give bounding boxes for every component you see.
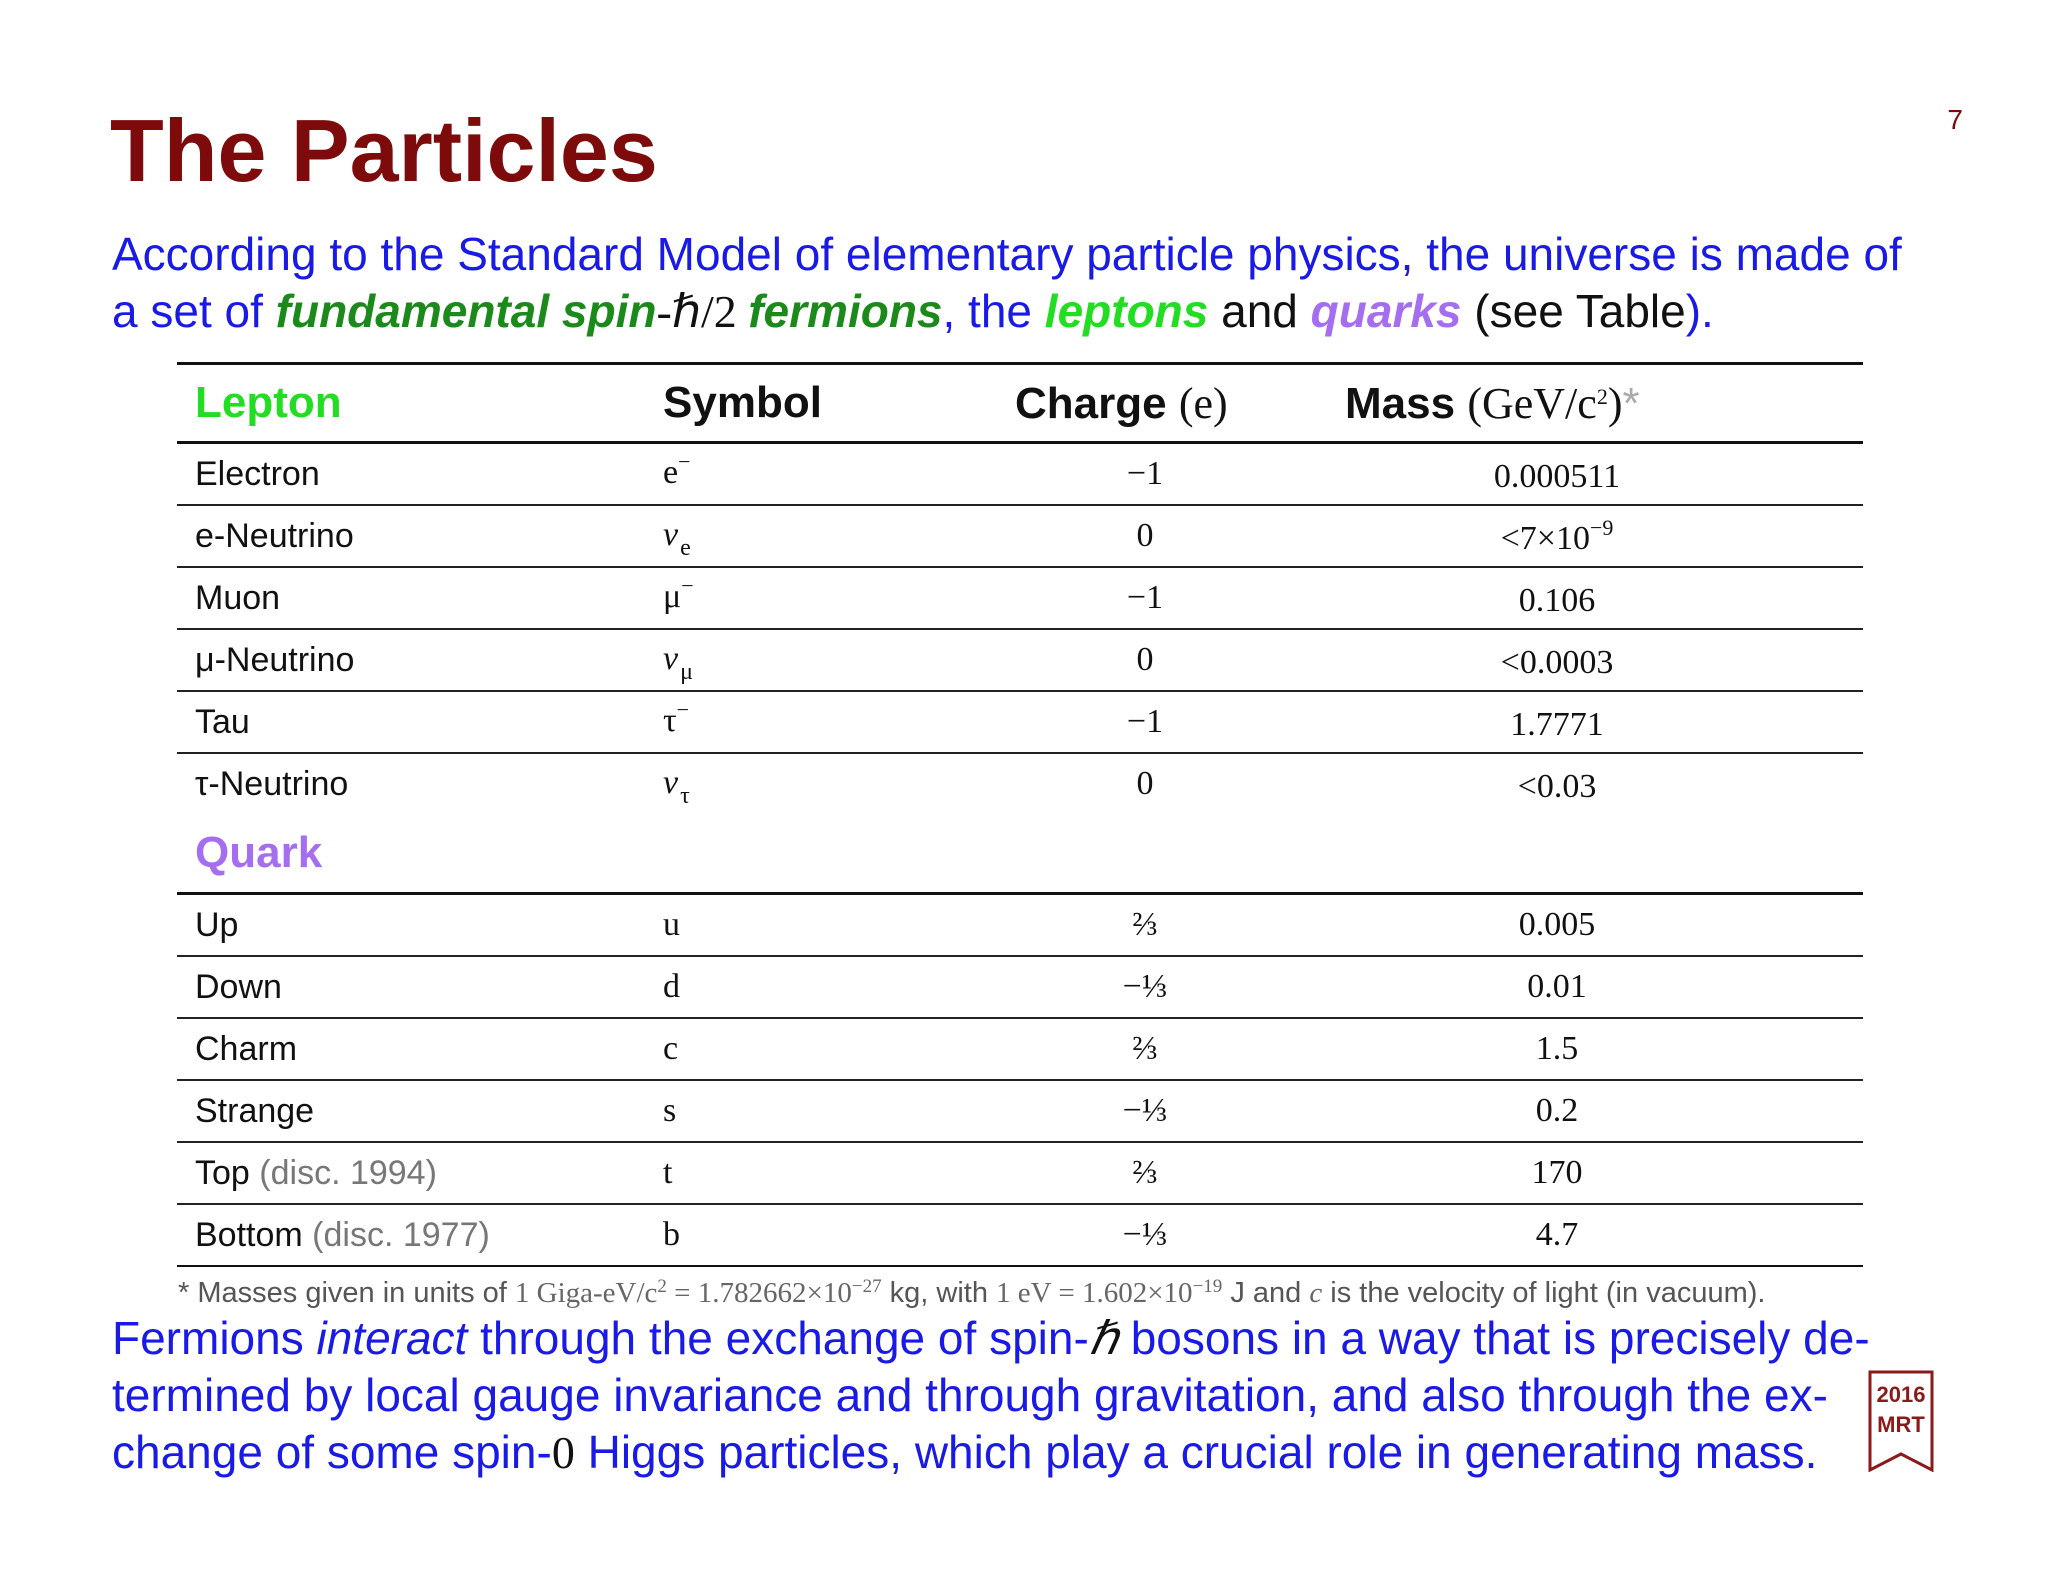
quark-rows	[177, 895, 1863, 1265]
footnote-text: * Masses given in units of	[178, 1277, 515, 1309]
intro-text: a set of	[112, 285, 276, 337]
mass-value-wrap	[1457, 701, 1657, 744]
particle-symbol: t	[663, 1154, 673, 1191]
footnote-unit: 1 Giga-eV/c	[514, 1277, 658, 1309]
particle-mass	[1345, 453, 1861, 496]
charge-value: 0	[1136, 765, 1154, 802]
closing-text: bosons in a way that is precisely de-	[1117, 1312, 1870, 1364]
mass-value-wrap	[1457, 515, 1657, 558]
particle-name: Muon	[195, 578, 281, 617]
particle-charge	[1015, 455, 1345, 493]
mass-value-wrap	[1457, 639, 1657, 682]
discovery-year: (disc. 1994)	[259, 1153, 437, 1192]
mass-value: 1.7771	[1510, 705, 1604, 743]
footnote-value: = 1.782662×10	[666, 1277, 852, 1309]
symbol-base: ν	[663, 515, 679, 553]
mass-value: 4.7	[1535, 1216, 1579, 1253]
table-row	[177, 1205, 1863, 1265]
footnote-text: kg, with	[881, 1277, 997, 1309]
mass-value: <0.0003	[1500, 643, 1614, 681]
quark-name: Top	[195, 1153, 250, 1192]
symbol-sup: −	[676, 696, 690, 722]
mass-value: <0.03	[1517, 767, 1597, 805]
charge-value: −⅓	[1122, 1216, 1168, 1253]
closing-text: through the exchange of spin-	[467, 1312, 1089, 1364]
closing-text: change of some spin-	[112, 1426, 552, 1478]
table-row	[177, 1019, 1863, 1081]
particle-charge	[1015, 906, 1345, 944]
particle-name: τ-Neutrino	[195, 764, 349, 803]
table-row	[177, 754, 1863, 814]
particle-mass	[1345, 763, 1861, 806]
hbar-half: -ℏ/2	[656, 286, 749, 337]
charge-value: −1	[1126, 703, 1164, 740]
mass-value: 0.000511	[1493, 457, 1621, 495]
table-row	[177, 568, 1863, 630]
particle-mass	[1345, 1216, 1861, 1254]
charge-value: −1	[1126, 455, 1164, 492]
particle-charge	[1015, 641, 1345, 679]
particle-charge	[1015, 1092, 1345, 1130]
hbar-symbol: ℏ	[1088, 1313, 1118, 1364]
particle-mass	[1345, 906, 1861, 944]
interact-term: interact	[316, 1312, 468, 1364]
charge-value: −⅓	[1122, 968, 1168, 1005]
particle-name: μ-Neutrino	[195, 640, 355, 679]
charge-header-label: Charge	[1015, 378, 1167, 428]
footnote-sup: 2	[657, 1276, 667, 1297]
particle-charge	[1015, 765, 1345, 803]
charge-value: ⅔	[1132, 906, 1158, 943]
particle-name	[177, 1030, 555, 1069]
mass-header-unit: (GeV/c	[1467, 378, 1597, 428]
particle-mass	[1345, 968, 1861, 1006]
particle-charge	[1015, 703, 1345, 741]
particle-symbol	[555, 635, 1015, 686]
badge-year: 2016	[1876, 1382, 1926, 1407]
particle-charge	[1015, 517, 1345, 555]
symbol-sup: −	[681, 572, 694, 598]
mass-value: 0.01	[1527, 968, 1587, 1005]
footnote-c: c	[1309, 1277, 1323, 1309]
table-header-row	[177, 365, 1863, 444]
particle-symbol	[555, 697, 1015, 748]
lepton-rows	[177, 444, 1863, 814]
symbol-base: e	[663, 453, 679, 491]
fundamental-spin-term: fundamental spin	[275, 285, 657, 337]
page-number: 7	[1947, 104, 1963, 135]
intro-text: , the	[942, 285, 1045, 337]
particle-charge	[1015, 1216, 1345, 1254]
quark-name: Strange	[195, 1091, 315, 1130]
intro-line-1: According to the Standard Model of elementary particle physics, the universe is made of	[112, 228, 1902, 280]
symbol-sub: e	[680, 534, 691, 561]
mass-value-wrap	[1457, 453, 1657, 496]
mass-value: <7×10	[1500, 519, 1590, 557]
particle-symbol: c	[663, 1030, 679, 1067]
fermions-term: fermions	[748, 285, 943, 337]
mass-footnote	[178, 1276, 1765, 1310]
charge-value: 0	[1136, 517, 1154, 554]
particle-mass	[1345, 1092, 1861, 1130]
particle-mass	[1345, 701, 1861, 744]
table-row	[177, 1081, 1863, 1143]
lepton-header: Lepton	[195, 378, 342, 427]
table-row	[177, 957, 1863, 1019]
intro-text: (see Table	[1461, 285, 1686, 337]
charge-value: −⅓	[1122, 1092, 1168, 1129]
particle-name: Electron	[195, 454, 320, 493]
mass-value: 0.2	[1535, 1092, 1579, 1129]
intro-paragraph	[112, 226, 1952, 340]
footnote-sup: −27	[851, 1276, 882, 1297]
quark-header: Quark	[195, 828, 323, 877]
table-row	[177, 1143, 1863, 1205]
symbol-header: Symbol	[663, 378, 822, 427]
footnote-sup: −19	[1192, 1276, 1223, 1297]
intro-text: ).	[1685, 285, 1714, 337]
symbol-base: ν	[663, 763, 679, 801]
symbol-base: τ	[663, 701, 677, 739]
particle-name	[177, 1092, 555, 1131]
symbol-sub: μ	[680, 658, 693, 685]
charge-value: ⅔	[1132, 1030, 1158, 1067]
footnote-text: J and	[1222, 1277, 1310, 1309]
symbol-base: μ	[663, 577, 682, 615]
mrt-badge-icon	[1868, 1370, 1934, 1472]
badge-initials: MRT	[1877, 1412, 1925, 1437]
particle-symbol	[555, 511, 1015, 562]
table-row	[177, 895, 1863, 957]
spin-zero: 0	[551, 1427, 575, 1478]
table-row	[177, 692, 1863, 754]
footnote-text: is the velocity of light (in vacuum).	[1322, 1277, 1766, 1309]
intro-text: and	[1208, 285, 1311, 337]
mass-value: 0.005	[1518, 906, 1596, 943]
particle-name: Tau	[195, 702, 250, 741]
charge-header-unit: (e)	[1178, 378, 1228, 428]
quark-name: Charm	[195, 1029, 298, 1068]
particle-mass	[1345, 1030, 1861, 1068]
charge-value: 0	[1136, 641, 1154, 678]
quark-name: Up	[195, 905, 239, 944]
mass-footnote-star: *	[1622, 378, 1640, 428]
particle-symbol	[555, 573, 1015, 624]
particle-symbol	[555, 759, 1015, 810]
leptons-term: leptons	[1044, 285, 1209, 337]
table-row	[177, 506, 1863, 568]
quarks-term: quarks	[1310, 285, 1462, 337]
closing-text: termined by local gauge invariance and through gravitation, and also through the ex-	[112, 1369, 1828, 1421]
charge-value: −1	[1126, 579, 1164, 616]
particle-charge	[1015, 579, 1345, 617]
mass-value-wrap	[1457, 763, 1657, 806]
particle-mass	[1345, 1154, 1861, 1192]
discovery-year: (disc. 1977)	[312, 1215, 490, 1254]
mass-value: 170	[1531, 1154, 1583, 1191]
particle-mass	[1345, 577, 1861, 620]
closing-paragraph	[112, 1310, 1912, 1481]
particle-mass	[1345, 639, 1861, 682]
particle-symbol: b	[663, 1216, 680, 1253]
footnote-ev: 1 eV = 1.602×10	[996, 1277, 1193, 1309]
closing-text: Higgs particles, which play a crucial role in generating mass.	[574, 1426, 1818, 1478]
particle-table	[177, 362, 1863, 1267]
mass-header	[1345, 378, 1861, 429]
table-bottom-rule	[177, 1265, 1863, 1267]
particle-symbol: d	[663, 968, 680, 1005]
charge-header	[1015, 378, 1345, 429]
particle-name: e-Neutrino	[195, 516, 354, 555]
particle-charge	[1015, 1154, 1345, 1192]
particle-name	[177, 968, 555, 1007]
mass-value: 1.5	[1535, 1030, 1579, 1067]
symbol-sup: −	[678, 448, 691, 474]
particle-name	[177, 906, 555, 945]
closing-text: Fermions	[112, 1312, 317, 1364]
mass-header-unit-sup: 2	[1596, 383, 1608, 409]
quark-name: Bottom	[195, 1215, 303, 1254]
quark-header-row	[177, 814, 1863, 895]
symbol-sub: τ	[680, 782, 690, 809]
table-row	[177, 444, 1863, 506]
mass-header-label: Mass	[1345, 378, 1456, 428]
page-title: The Particles	[110, 101, 658, 200]
mass-value-wrap	[1457, 577, 1657, 620]
table-row	[177, 630, 1863, 692]
particle-symbol	[555, 449, 1015, 500]
symbol-base: ν	[663, 639, 679, 677]
particle-charge	[1015, 1030, 1345, 1068]
particle-mass	[1345, 515, 1861, 558]
quark-name: Down	[195, 967, 282, 1006]
particle-name	[177, 1216, 555, 1255]
mass-value: 0.106	[1518, 581, 1596, 619]
charge-value: ⅔	[1132, 1154, 1158, 1191]
particle-symbol: u	[663, 906, 680, 943]
particle-name	[177, 1154, 555, 1193]
particle-symbol: s	[663, 1092, 677, 1129]
particle-charge	[1015, 968, 1345, 1006]
mass-sup: −9	[1589, 514, 1614, 540]
mass-header-unit-close: )	[1607, 378, 1623, 428]
